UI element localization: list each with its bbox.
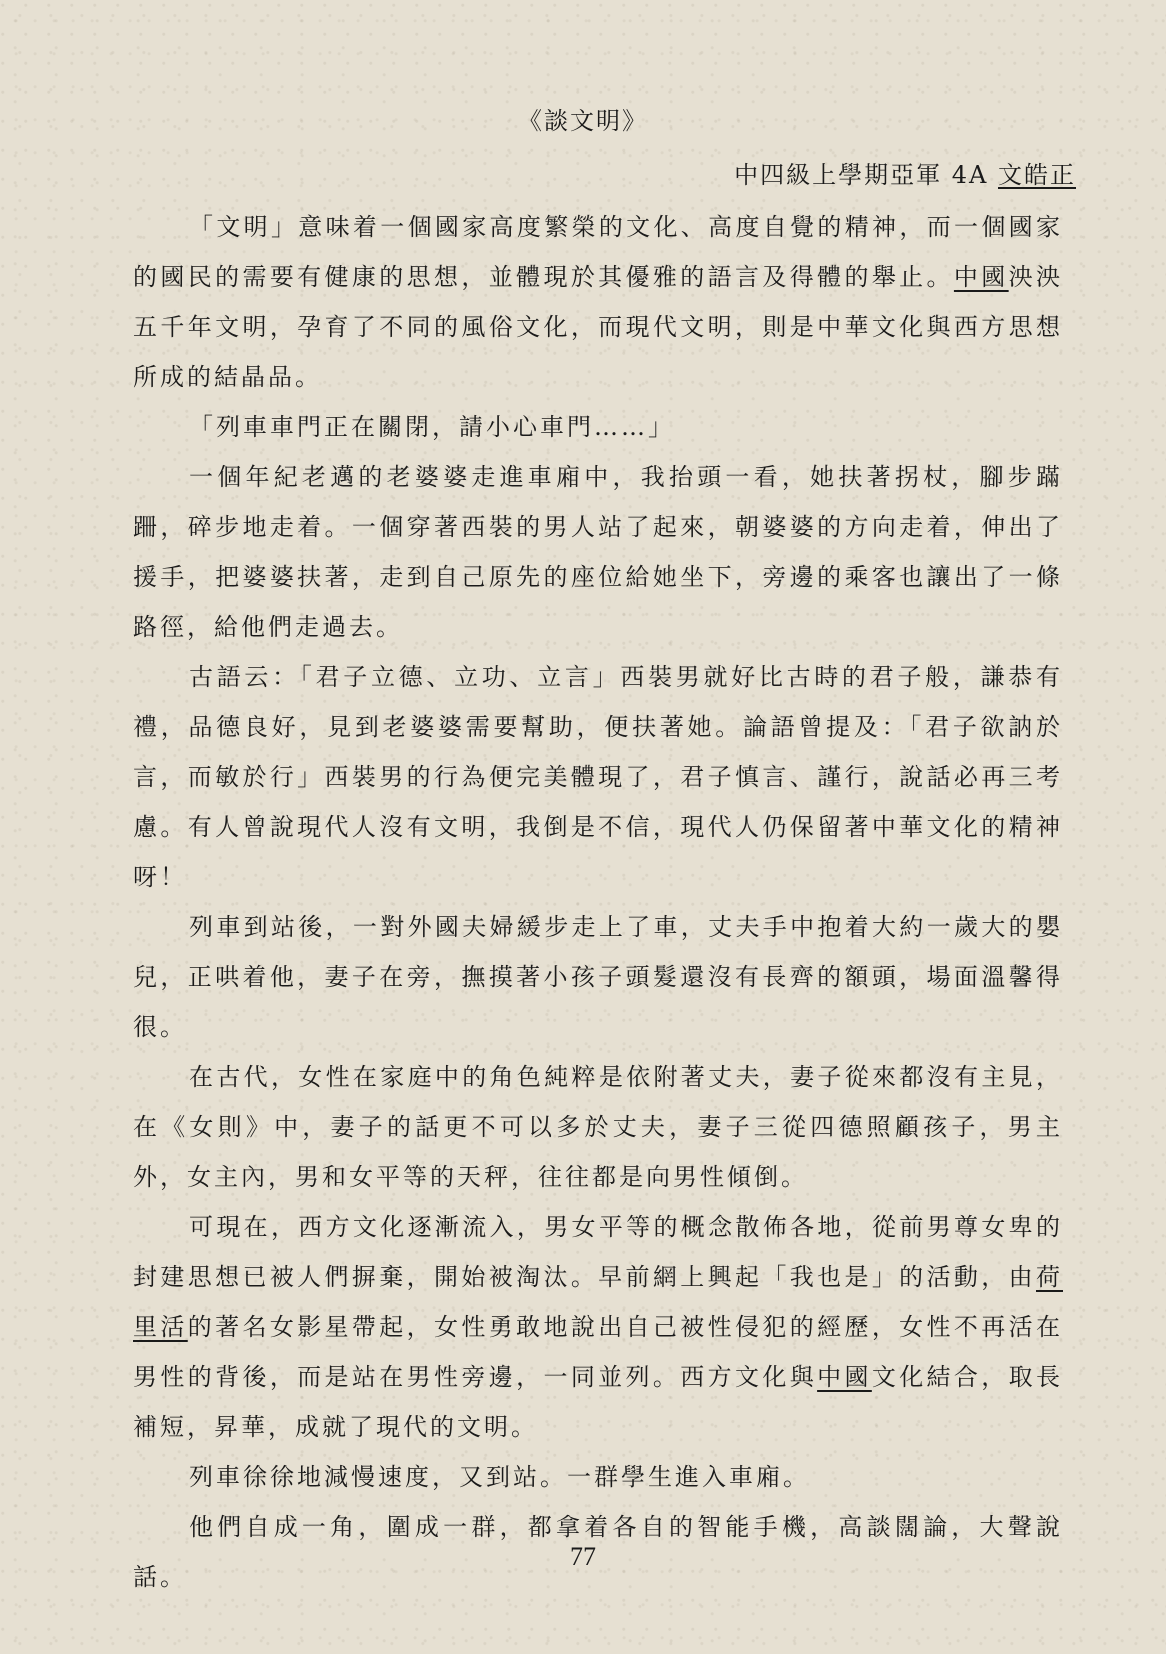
page-number: 77 [570,1542,596,1571]
paragraph-7 [133,1202,1063,1452]
author-line [734,158,1076,192]
proper-noun-china: 中國 [953,263,1009,291]
paragraph-7-part-c: 文化結合，取長補短，昇華，成就了現代的文明。 [133,1363,1064,1441]
proper-noun-china-2: 中國 [817,1363,872,1391]
paragraph-3: 一個年紀老邁的老婆婆走進車廂中，我抬頭一看，她扶著拐杖，腳步蹣跚，碎步地走着。一個穿著西裝的男人站了起來，朝婆婆的方向走着，伸出了援手，把婆婆扶著，走到自己原先的座位給她坐下，旁邊的乘客也讓出了一條路徑，給他們走過去。 [133,463,1063,641]
paragraph-7-part-a: 可現在，西方文化逐漸流入，男女平等的概念散佈各地，從前男尊女卑的封建思想已被人們摒棄，開始被淘汰。早前網上興起「我也是」的活動，由 [133,1213,1063,1291]
paragraph-1-part-a: 「文明」意味着一個國家高度繁榮的文化、高度自覺的精神，而一個國家的國民的需要有健康的思想，並體現於其優雅的語言及得體的舉止。 [133,213,1063,291]
paragraph-2: 「列車車門正在關閉，請小心車門……」 [189,413,675,441]
paragraph-4: 古語云：「君子立德、立功、立言」西裝男就好比古時的君子般，謙恭有禮，品德良好，見到老婆婆需要幫助，便扶著她。論語曾提及：「君子欲訥於言，而敏於行」西裝男的行為便完美體現了，君子慎言、謹行，說話必再三考慮。有人曾說現代人沒有文明，我倒是不信，現代人仍保留著中華文化的精神呀！ [133,663,1063,891]
paragraph-6: 在古代，女性在家庭中的角色純粹是依附著丈夫，妻子從來都沒有主見，在《女則》中，妻子的話更不可以多於丈夫，妻子三從四德照顧孩子，男主外，女主內，男和女平等的天秤，往往都是向男性傾倒。 [133,1063,1063,1191]
paragraph-8: 列車徐徐地減慢速度，又到站。一群學生進入車廂。 [189,1463,810,1491]
paragraph-1-part-b: 泱泱五千年文明，孕育了不同的風俗文化，而現代文明，則是中華文化與西方思想所成的結晶品。 [133,263,1064,391]
paragraph-1 [133,202,1063,402]
paragraph-7-part-b: 的著名女影星帶起，女性勇敢地說出自己被性侵犯的經歷，女性不再活在男性的背後，而是站在男性旁邊，一同並列。西方文化與 [133,1313,1064,1391]
author-award: 中四級上學期亞軍 4A [734,161,998,189]
essay-body [133,202,1063,1602]
essay-title: 《談文明》 [518,107,648,135]
author-name: 文皓正 [998,161,1076,189]
paragraph-9: 他們自成一角，圍成一群，都拿着各自的智能手機，高談闊論，大聲說話。 [133,1513,1063,1591]
proper-noun-hollywood: 荷里活 [133,1263,1063,1341]
paragraph-5: 列車到站後，一對外國夫婦緩步走上了車，丈夫手中抱着大約一歲大的嬰兒，正哄着他，妻子在旁，撫摸著小孩子頭髮還沒有長齊的額頭，場面溫馨得很。 [133,913,1063,1041]
